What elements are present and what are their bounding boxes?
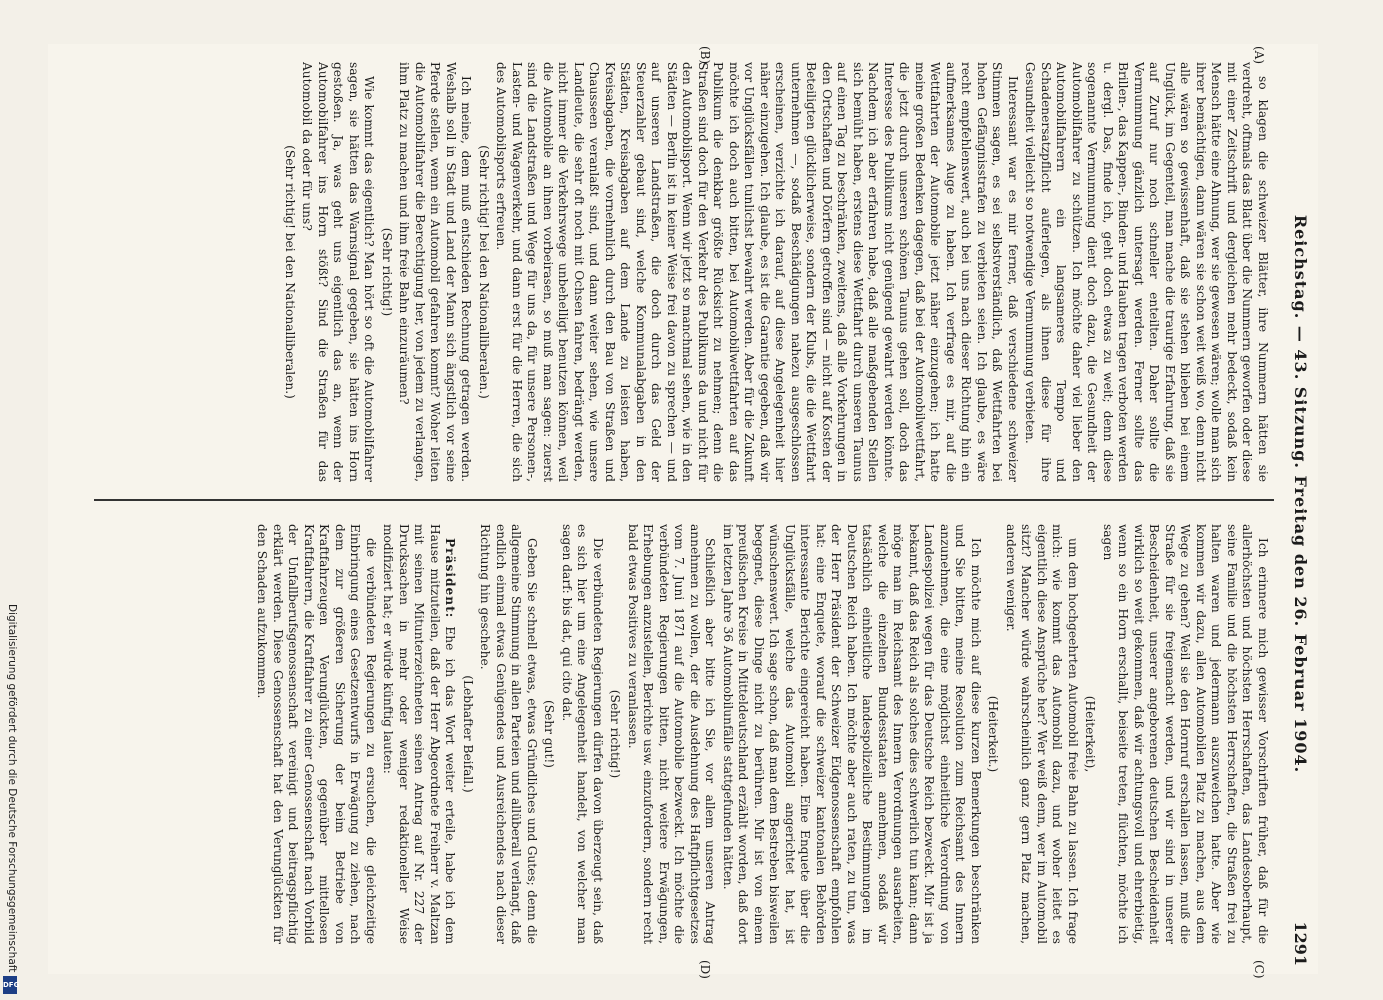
paragraph: Ich meine, dem muß entschieden Rechnung getragen werden. Weshalb soll in Stadt und Land der Mann sich ängstlich vor seine Pferde stellen, wenn ein Automobil gefahren kommt? Woher leiten die Automobilfahrer die Berechtigung her, von jedem zu verlangen, ihm Platz zu machen und ihm freie Bahn einzuräumen? bbox=[397, 62, 474, 482]
right-text-column bbox=[90, 524, 1270, 944]
interjection: (Sehr richtig!) bbox=[380, 227, 394, 317]
paragraph: Interessant war es mir ferner, daß verschiedene schweizer Stimmen sagen, es sei selbstverständlich, daß Wettfahrten bei hohen Gefängnisstrafen zu verbieten seien. Ich glaube, es wäre recht empfehlenswert, auch bei uns nach dieser Richtung hin ein aufmerksames Auge zu haben. Ich verfrage es mir, auf die Wettfahrten der Automobile jetzt näher einzugehen; ich hatte meine großen Bedenken dagegen, daß bei der Automobilwettfahrt, die jetzt durch unseren schönen Taunus gehen soll, doch das Interesse des Publikums nicht genügend gewahrt werden könnte. Nachdem ich aber erfahren habe, daß alle maßgebenden Stellen sich bemüht haben, erstens diese Wettfahrt durch unseren Taunus auf einen Tag zu beschränken, zweitens, daß alle Vorkehrungen in den Ortschaften und Dörfern getroffen sind — nicht auf Kosten der Beteiligten glücklicherweise, sondern der Klubs, die die Wettfahrt unternehmen —, sodaß Beschädigungen nahezu ausgeschlossen erscheinen, verzichte ich darauf, auf diese Angelegenheit hier näher einzugehen. Ich glaube, es ist die Garantie gegeben, daß wir vor Unglücksfällen tunlichst bewahrt werden. Aber für die Zukunft möchte ich doch auch bitten, bei Automobilwettfahrten auf das Publikum die denkbar größte Rücksicht zu nehmen; denn die Straßen sind doch für den Verkehr des Publikums da und nicht für den Automobilsport. Wenn wir jetzt so manchmal sehen, wie in den Städten — Berlin ist in keiner Weise frei davon zu sprechen — und auf unseren Landstraßen, die doch durch das Geld der Steuerzahler gebaut sind, welche Kommunalabgaben in den Städten, Kreisabgaben auf dem Lande zu leisten haben, Kreisabgaben, die vornehmlich durch den Bau von Straßen und Chausseen veranlaßt sind, und dann weiter sehen, wie unsere Landleute, die sehr oft noch mit Ochsen fahren, bedrängt werden, nicht immer die Verkehrswege unbehelligt benutzen können, weil die Automobile an ihnen vorbeirasen, so muß man sagen: zuerst sind die Landstraßen und Wege für uns da, für unsere Personen-, Lasten- und Wagenverkehr, und dann erst für die Herren, die sich des Automobilsports erfreuen. bbox=[494, 62, 1020, 482]
paragraph: Die verbündeten Regierungen dürfen davon überzeugt sein, daß es sich hier um eine Angelegenheit handelt, von welcher man sagen darf: bis dat, qui cito dat. bbox=[560, 524, 605, 944]
paragraph: Schließlich aber bitte ich Sie, vor allem unseren Antrag annehmen zu wollen, der die Ausdehnung des Haftpflichtgesetzes vom 7. Juni 1871 auf die Automobile bezweckt. Ich möchte die verbündeten Regierungen bitten, nicht weitere Erwägungen, Erhebungen anzustellen, Berichte usw. einzufordern, sondern recht bald etwas Positives zu veranlassen. bbox=[626, 524, 718, 944]
digitization-credit bbox=[2, 604, 18, 994]
interjection: (Lebhafter Beifall.) bbox=[461, 675, 475, 793]
credit-text: Digitalisierung gefördert durch die Deutsche Forschungsgemeinschaft bbox=[6, 604, 18, 973]
motion-text: die verbündeten Regierungen zu ersuchen, die gleichzeitige Einbringung eines Gesetzentwurfs in Erwägung zu ziehen, nach dem zur größeren Sicherung der beim Betriebe von Kraftfahrzeugen Verunglückten, gegenüber mittellosen Kraftfahrern, die Kraftfahrer zu einer Genossenschaft nach Vorbild der Unfallberufsgenossenschaft vereinigt und beitragspflichtig erklärt werden. Diese Genossenschaft hat den Verunglückten für den Schaden aufzukommen. bbox=[255, 524, 378, 944]
paragraph: um dem hochgeehrten Automobil freie Bahn zu lassen. Ich frage mich: wie kommt das Automobil dazu, und woher leitet es eigentlich diese Ansprüche her? Wer weiß denn, wer im Automobil sitzt? Mancher würde wahrscheinlich ganz gern Platz machen, anderen weniger. bbox=[1004, 524, 1080, 944]
interjection: (Sehr richtig!) bbox=[608, 689, 623, 779]
margin-letter-a: (A) bbox=[1252, 46, 1266, 65]
interjection: (Sehr richtig! bei den Nationalliberalen.) bbox=[477, 145, 491, 399]
margin-letter-d: (D) bbox=[698, 960, 712, 979]
paragraph: Ich erinnere mich gewisser Vorschriften früher, daß für die allerhöchsten und höchsten Herrschaften, das Landesoberhaupt, seine Familie und die höchsten Herrschaften, die Straßen frei zu halten waren und jedermann auszuweichen hatte. Aber wie kommen wir dazu, allen Automobilen Platz zu machen, aus dem Wege zu gehen? Weil sie den Hornruf erschallen lassen, muß die Straße für sie freigemacht werden, und wir sind in unserer Bescheidenheit, unserer angeborenen deutschen Bescheidenheit wirklich so weit gekommen, daß wir achtungsvoll und ehrerbietig, wenn so ein Horn erschallt, beiseite treten, flüchten, möchte ich sagen bbox=[1101, 524, 1270, 944]
paragraph: Geben Sie schnell etwas, etwas Gründliches und Gutes; denn die allgemeine Stimmung in allen Parteien und allüberall verlangt, daß endlich einmal etwas Genügendes und Ausreichendes nach dieser Richtung hin geschehe. bbox=[478, 524, 539, 944]
interjection: (Sehr gut!) bbox=[542, 699, 557, 769]
paragraph: Wie kommt das eigentlich? Man hört so oft die Automobilfahrer sagen, sie hätten das Warnsignal gegeben, sie hätten ins Horn gestoßen. Ja, was geht uns eigentlich das an, wenn der Automobilfahrer ins Horn stößt? Sind die Straßen für das Automobil da oder für uns? bbox=[300, 62, 377, 482]
page-header bbox=[1278, 44, 1318, 974]
margin-letter-c: (C) bbox=[1252, 960, 1266, 979]
rotated-page bbox=[48, 44, 1318, 979]
interjection: (Heiterkeit), bbox=[1083, 695, 1098, 773]
speaker-paragraph bbox=[380, 524, 458, 944]
paragraph: so klagen die schweizer Blätter, ihre Nummern hätten sie verdreht, oftmals das Blatt über die Nummern geworfen oder diese mit einer Zeitschrift und dergleichen mehr bedeckt, sodaß kein Mensch hätte eine Ahnung, wer sie gewesen wären; wolle man sich ihrer bemächtigen, dann wären sie schon weit weiß wo, denn nicht alle wären so gewissenhaft, daß sie stehen blieben bei einem Unglück, im Gegenteil, man mache die traurige Erfahrung, daß sie auf Zuruf nur noch schneller enteilten. Daher sollte die Vermummung gänzlich untersagt werden. Ferner sollte das Brillen-, das Kappen-, Binden- und Hauben tragen verboten werden u. dergl. Das, finde ich, geht doch etwas zu weit; denn diese sogenannte Vermummung dient doch dazu, die Gesundheit der Automobilfahrer zu schützen. Ich möchte daher viel lieber den Automobilfahrern ein langsameres Tempo und Schadenersatzpflicht auferlegen, als ihnen diese für ihre Gesundheit vielleicht so notwendige Vermummung verbieten. bbox=[1023, 62, 1270, 482]
speaker-name: Präsident: bbox=[443, 538, 458, 619]
paragraph: Ich möchte mich auf diese kurzen Bemerkungen beschränken und Sie bitten, meine Resolution zum Reichsamt des Innern anzunehmen, die eine möglichst einheitliche Verordnung von Landespolizei wegen für das Deutsche Reich bezweckt. Mir ist ja bekannt, daß das Reich als solches dies schwerlich tun kann; dann möge man im Reichsamt des Innern Verordnungen ausarbeiten, welche die einzelnen Bundesstaaten annehmen, sodaß wir tatsächlich einheitliche landespolizeiliche Bestimmungen im Deutschen Reich haben. Ich möchte aber auch raten, zu tun, was der Herr Präsident der Schweizer Eidgenossenschaft empfohlen hat: eine Enquete, worauf die schweizer kantonalen Behörden interessante Berichte eingereicht haben. Eine Enquete über die Unglücksfälle, welche das Automobil angerichtet hat, ist wünschenswert. Ich sage schon, daß man dem Bestreben bisweilen begegnet, diese Dinge nicht zu berühren. Mir ist von einem preußischen Kreise in Mitteldeutschland erzählt worden, daß dort im letzten Jahre 36 Automobilunfälle stattgefunden hätten. bbox=[721, 524, 983, 944]
left-text-column bbox=[90, 62, 1270, 482]
page-number: 1291 bbox=[1291, 921, 1310, 966]
interjection: (Heiterkeit.) bbox=[986, 695, 1001, 773]
interjection: (Sehr richtig! bei den Nationalliberalen.) bbox=[283, 145, 297, 399]
speaker-text: Ehe ich das Wort weiter erteile, habe ich dem Hause mitzuteilen, daß der Herr Abgeordnete Freiherr v. Maltzan mit seinen Mitunterzeichneten seinen Antrag auf Nr. 227 der Drucksachen in mehr oder weniger redaktioneller Weise modifiziert hat; er würde künftig lauten: bbox=[381, 524, 458, 944]
margin-letter-b: (B) bbox=[698, 46, 712, 65]
running-head: Reichstag. — 43. Sitzung. Freitag den 26. Februar 1904. bbox=[1291, 214, 1310, 774]
dfg-logo: DFG bbox=[3, 976, 17, 994]
column-divider bbox=[94, 499, 1274, 501]
